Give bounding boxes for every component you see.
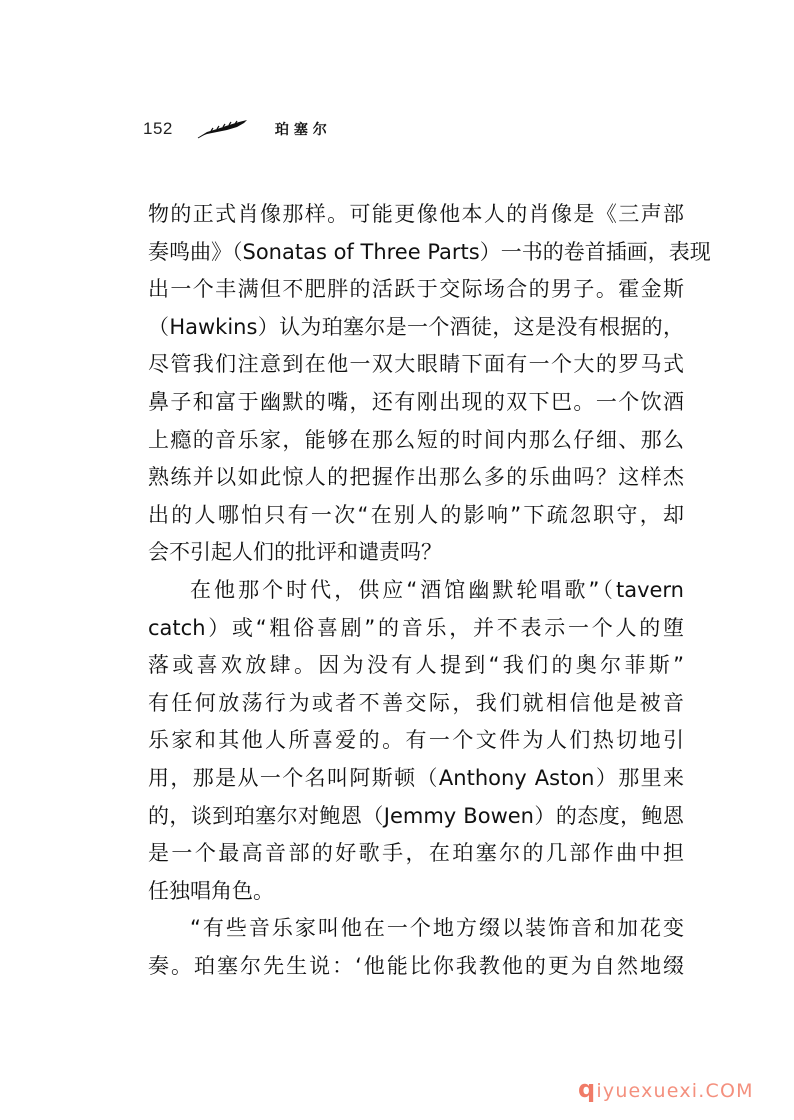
text-line-content: 是一个最高音部的好歌手，在珀塞尔的几部作曲中担 (148, 841, 684, 866)
page-header (143, 116, 332, 142)
text-line (148, 873, 684, 911)
text-line (148, 234, 711, 272)
text-line (148, 835, 684, 873)
text-line (148, 948, 684, 986)
quill-pen-icon (197, 119, 251, 139)
text-line-content: 物的正式肖像那样。可能更像他本人的肖像是《三声部 (148, 202, 684, 226)
text-line-content: 的，谈到珀塞尔对鲍恩（Jemmy Bowen）的态度，鲍恩 (148, 803, 684, 828)
text-line (148, 760, 684, 798)
text-line-content: catch）或“粗俗喜剧”的音乐，并不表示一个人的堕 (148, 615, 684, 640)
text-line-content: 熟练并以如此惊人的把握作出那么多的乐曲吗？这样杰 (148, 465, 684, 490)
text-line-content: 落或喜欢放肆。因为没有人提到“我们的奥尔菲斯” (148, 653, 684, 678)
text-line (148, 459, 684, 497)
running-title: 珀塞尔 (274, 122, 332, 138)
text-line-content: 尽管我们注意到在他一双大眼睛下面有一个大的罗马式 (148, 352, 684, 377)
text-line (148, 196, 684, 234)
watermark (578, 1075, 754, 1103)
watermark-text: iyuexuexi.COM (596, 1080, 754, 1102)
text-line-content: 上瘾的音乐家，能够在那么短的时间内那么仔细、那么 (148, 427, 684, 452)
text-line-content: 鼻子和富于幽默的嘴，还有刚出现的双下巴。一个饮酒 (148, 389, 684, 414)
text-line-content: 奏。珀塞尔先生说：‘他能比你我教他的更为自然地缀 (148, 953, 684, 978)
text-line (148, 534, 684, 572)
text-line-content: 奏鸣曲》（Sonatas of Three Parts）一书的卷首插画，表现 (148, 239, 711, 264)
text-line-content: 出的人哪怕只有一次“在别人的影响”下疏忽职守，却 (148, 502, 684, 527)
body-text (148, 196, 711, 985)
watermark-logo-letter: q (578, 1075, 597, 1103)
text-line-content: 用，那是从一个名叫阿斯顿（Anthony Aston）那里来 (148, 765, 684, 790)
text-line-content: 在他那个时代，供应“酒馆幽默轮唱歌”（tavern (190, 577, 684, 602)
text-line (148, 309, 684, 347)
text-line (148, 610, 684, 648)
text-line (148, 910, 684, 948)
text-line (148, 798, 684, 836)
text-line-content: 会不引起人们的批评和谴责吗？ (148, 540, 442, 565)
text-line (148, 722, 684, 760)
text-line (148, 647, 684, 685)
text-line-content: 出一个丰满但不肥胖的活跃于交际场合的男子。霍金斯 (148, 277, 684, 302)
text-line (148, 346, 684, 384)
text-line (148, 685, 684, 723)
text-line (148, 422, 684, 460)
page-number: 152 (143, 119, 173, 138)
text-line-content: 任独唱角色。 (148, 878, 274, 903)
text-line-content: “有些音乐家叫他在一个地方缀以装饰音和加花变 (190, 916, 684, 941)
text-line (148, 271, 684, 309)
text-line-content: （Hawkins）认为珀塞尔是一个酒徒，这是没有根据的， (148, 314, 684, 339)
text-line (148, 497, 684, 535)
text-line (148, 572, 684, 610)
text-line (148, 384, 684, 422)
text-line-content: 有任何放荡行为或者不善交际，我们就相信他是被音 (148, 690, 684, 715)
text-line-content: 乐家和其他人所喜爱的。有一个文件为人们热切地引 (148, 728, 684, 753)
